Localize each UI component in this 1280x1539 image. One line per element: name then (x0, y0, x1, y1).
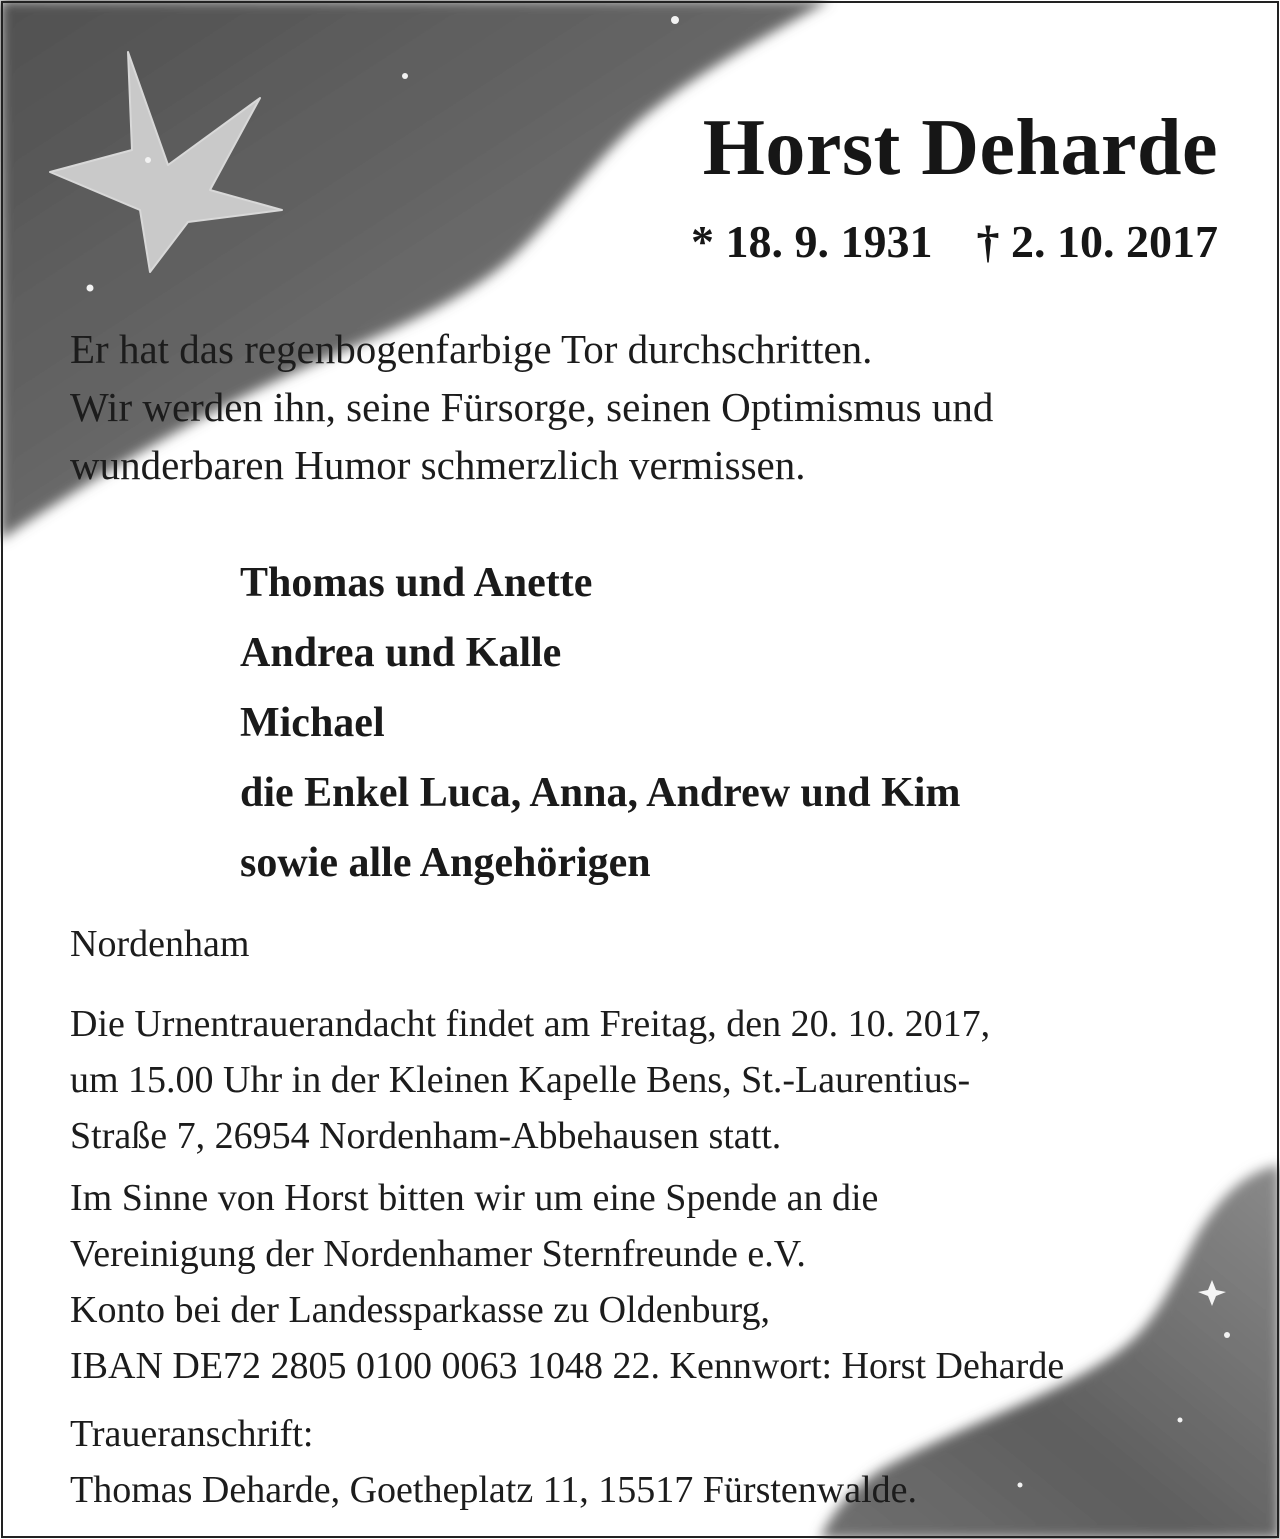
mourning-address (70, 1406, 917, 1518)
sparkle-icon (671, 16, 679, 24)
sparkle-icon (402, 73, 408, 79)
sparkle-icon (1224, 1332, 1230, 1338)
memorial-verse (70, 320, 1230, 494)
place-name: Nordenham (70, 923, 250, 965)
service-info (70, 996, 990, 1164)
verse-line: Wir werden ihn, seine Fürsorge, seinen Optimismus und (70, 384, 994, 430)
sparkle-icon (145, 157, 151, 163)
address-label: Traueranschrift: (70, 1413, 314, 1455)
donation-line: Konto bei der Landessparkasse zu Oldenburg, (70, 1289, 770, 1331)
death-date: † 2. 10. 2017 (976, 216, 1218, 267)
service-line: Straße 7, 26954 Nordenham-Abbehausen statt. (70, 1115, 782, 1157)
mourner-entry: sowie alle Angehörigen (240, 840, 651, 886)
verse-line: wunderbaren Humor schmerzlich vermissen. (70, 442, 806, 488)
donation-line: Vereinigung der Nordenhamer Sternfreunde e.V. (70, 1233, 806, 1275)
donation-info (70, 1170, 1064, 1394)
address-line: Thomas Deharde, Goetheplatz 11, 15517 Fürstenwalde. (70, 1469, 918, 1511)
deceased-name: Horst Deharde (702, 104, 1218, 192)
donation-line: IBAN DE72 2805 0100 0063 1048 22. Kennwort: Horst Deharde (70, 1345, 1065, 1387)
mourners-list (240, 548, 960, 898)
sparkle-icon (1178, 1418, 1183, 1423)
birth-date: * 18. 9. 1931 (691, 216, 933, 267)
sparkle-icon (1018, 1483, 1023, 1488)
verse-line: Er hat das regenbogenfarbige Tor durchschritten. (70, 326, 873, 372)
sparkle-icon (87, 285, 94, 292)
donation-line: Im Sinne von Horst bitten wir um eine Spende an die (70, 1177, 879, 1219)
mourner-entry: die Enkel Luca, Anna, Andrew und Kim (240, 770, 961, 816)
service-line: Die Urnentrauerandacht findet am Freitag, den 20. 10. 2017, (70, 1003, 991, 1045)
life-dates (691, 216, 1218, 267)
service-line: um 15.00 Uhr in der Kleinen Kapelle Bens, St.-Laurentius- (70, 1059, 971, 1101)
mourner-entry: Andrea und Kalle (240, 630, 562, 676)
mourner-entry: Michael (240, 700, 385, 746)
mourner-entry: Thomas und Anette (240, 560, 593, 606)
